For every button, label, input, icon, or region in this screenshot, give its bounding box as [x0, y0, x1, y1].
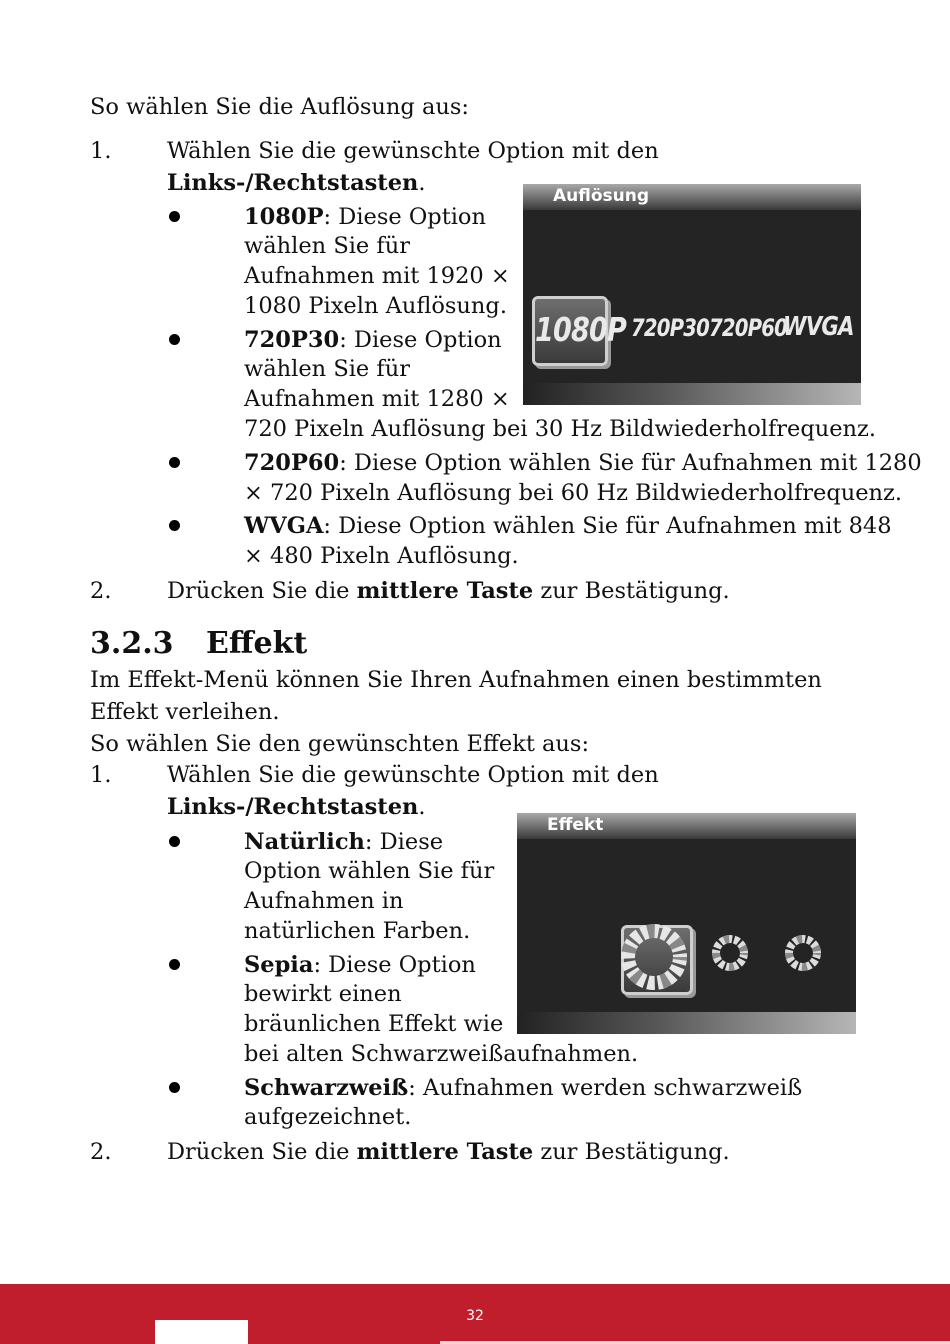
item-label: WVGA [244, 513, 324, 539]
middle-key-label: mittlere Taste [356, 1139, 534, 1165]
item-720p60-line-1 [244, 448, 922, 478]
item-720p30-line-1 [244, 325, 502, 355]
step-keys-line [167, 792, 426, 822]
effect-screen [517, 813, 856, 1034]
resolution-intro: So wählen Sie die Auflösung aus: [90, 94, 469, 120]
page-number: 32 [466, 1308, 484, 1324]
item-label: Sepia [244, 952, 314, 978]
item-label: Schwarzweiß [244, 1075, 409, 1101]
step-number: 1. [90, 138, 112, 164]
option-1080p: 1080P [535, 310, 627, 349]
page-footer [0, 1284, 950, 1344]
item-text: : Diese Option wählen Sie für Aufnahmen mit 1280 [339, 450, 922, 476]
item-text: 720 Pixeln Auflösung bei 30 Hz Bildwiederholfrequenz. [244, 416, 877, 442]
effect-intro: Effekt verleihen. [90, 699, 280, 725]
step-number: 2. [90, 578, 112, 604]
item-text: bewirkt einen [244, 981, 402, 1007]
black-white-effect-icon [789, 939, 817, 967]
item-text: Aufnahmen in [244, 888, 404, 914]
item-text: : Diese Option [313, 952, 476, 978]
item-text: : Diese [364, 829, 444, 855]
item-label: 720P60 [244, 450, 340, 476]
bullet [169, 1082, 180, 1093]
step-keys-line [167, 168, 426, 198]
sepia-effect-icon [716, 939, 744, 967]
effect-intro: Im Effekt-Menü können Sie Ihren Aufnahmen einen bestimmten [90, 667, 822, 693]
item-natural-line-1 [244, 827, 443, 857]
screen-title: Effekt [547, 815, 604, 835]
bullet [169, 211, 180, 222]
item-sepia-line-1 [244, 950, 476, 980]
item-text: aufgezeichnet. [244, 1104, 412, 1130]
item-text: bräunlichen Effekt wie [244, 1011, 504, 1037]
keys-label: Links-/Rechtstasten [167, 794, 419, 820]
bullet [169, 520, 180, 531]
item-label: 1080P [244, 204, 324, 230]
step-text: Wählen Sie die gewünschte Option mit den [167, 762, 659, 788]
screen-title: Auflösung [553, 186, 650, 206]
item-text: : Diese Option [339, 327, 502, 353]
bullet [169, 836, 180, 847]
step-text: Wählen Sie die gewünschte Option mit den [167, 138, 659, 164]
screen-bottom-bar [523, 383, 861, 405]
resolution-screen [523, 184, 861, 405]
screen-header [523, 184, 861, 210]
item-text: natürlichen Farben. [244, 918, 471, 944]
effect-icons [517, 813, 856, 1034]
item-text: × 720 Pixeln Auflösung bei 60 Hz Bildwiederholfrequenz. [244, 480, 903, 506]
item-bw-line-1 [244, 1073, 802, 1103]
item-text: × 480 Pixeln Auflösung. [244, 543, 519, 569]
keys-label: Links-/Rechtstasten [167, 170, 419, 196]
step-number: 1. [90, 762, 112, 788]
step-text: zur Bestätigung. [533, 578, 730, 604]
item-text: Aufnahmen mit 1920 × [244, 263, 510, 289]
section-title: Effekt [206, 626, 308, 661]
period: . [418, 170, 426, 196]
item-text: wählen Sie für [244, 356, 410, 382]
screen-bottom-bar [517, 1012, 856, 1034]
step-2-text [167, 576, 730, 606]
item-text: : Aufnahmen werden schwarzweiß [408, 1075, 803, 1101]
option-720p30: 720P30 [631, 314, 709, 342]
step-2-text [167, 1137, 730, 1167]
step-text: zur Bestätigung. [533, 1139, 730, 1165]
item-text: : Diese Option wählen Sie für Aufnahmen mit 848 [323, 513, 892, 539]
bullet [169, 457, 180, 468]
item-label: 720P30 [244, 327, 340, 353]
item-label: Natürlich [244, 829, 365, 855]
item-text: : Diese Option [323, 204, 486, 230]
step-text: Drücken Sie die [167, 578, 357, 604]
natural-effect-icon [628, 931, 680, 983]
step-text: Drücken Sie die [167, 1139, 357, 1165]
footer-decoration [155, 1320, 248, 1344]
effect-intro: So wählen Sie den gewünschten Effekt aus: [90, 731, 590, 757]
option-wvga: WVGA [783, 312, 854, 342]
bullet [169, 334, 180, 345]
item-text: bei alten Schwarzweißaufnahmen. [244, 1041, 639, 1067]
item-text: Aufnahmen mit 1280 × [244, 386, 510, 412]
item-text: Option wählen Sie für [244, 858, 495, 884]
bullet [169, 959, 180, 970]
section-number: 3.2.3 [90, 626, 174, 661]
middle-key-label: mittlere Taste [356, 578, 534, 604]
option-720p60: 720P60 [709, 314, 787, 342]
item-text: 1080 Pixeln Auflösung. [244, 293, 507, 319]
item-1080p-line-1 [244, 202, 486, 232]
step-number: 2. [90, 1139, 112, 1165]
item-text: wählen Sie für [244, 233, 410, 259]
period: . [418, 794, 426, 820]
item-wvga-line-1 [244, 511, 892, 541]
